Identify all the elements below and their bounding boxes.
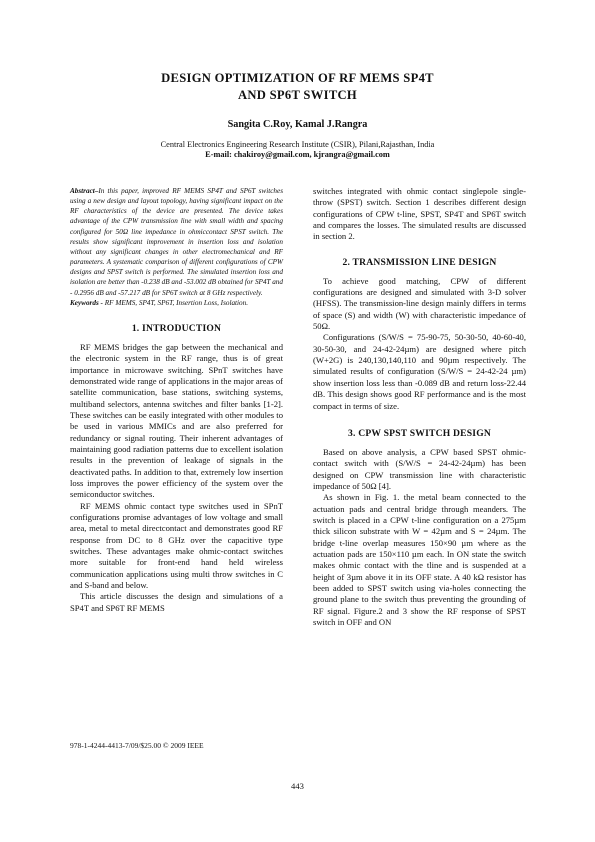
abstract <box>70 186 283 298</box>
title-line-2: AND SP6T SWITCH <box>237 88 358 102</box>
heading-introduction: 1. INTRODUCTION <box>131 322 222 334</box>
spst-paragraph-1: Based on above analysis, a CPW based SPST ohmic-contact switch with (S/W/S = 24-42-24µm) has been designed on CPW transmission line with characteristic impedance of 50Ω [4]. <box>313 446 526 491</box>
title-line-1: DESIGN OPTIMIZATION OF RF MEMS SP4T <box>161 71 434 85</box>
heading-transmission-line: 2. TRANSMISSION LINE DESIGN <box>342 256 497 268</box>
heading-spst-switch: 3. CPW SPST SWITCH DESIGN <box>348 427 491 439</box>
page-number: 443 <box>291 781 304 791</box>
right-column <box>313 186 526 628</box>
keywords <box>70 298 283 308</box>
tl-paragraph-2: Configurations (S/W/S = 75-90-75, 50-30-50, 40-60-40, 30-50-30, and 24-42-24µm) are designed where pitch (W+2G) is 240,130,140,110 and 90µm respectively. The simulated results of configuration (S/W/S = 24-42-24 µm) show insertion loss less than -0.089 dB and return loss-22.44 dB. This design shows good RF performance and is the most compact in terms of size. <box>313 332 526 411</box>
tl-paragraph-1: To achieve good matching, CPW of different configurations are designed and simulated with 3-D solver (HFSS). The transmission-line design mainly differs in terms of space (S) and width (W) with characteristic impedance of 50Ω. <box>313 275 526 332</box>
intro-paragraph-3: This article discusses the design and simulations of a SP4T and SP6T RF MEMS <box>70 591 283 613</box>
keywords-lead: Keywords - <box>70 298 103 307</box>
spst-paragraph-2: As shown in Fig. 1. the metal beam connected to the actuation pads and central bridge through meanders. The switch is placed in a CPW t-line configuration on a 275µm thick silicon substrate with W = 42µm and S = 24µm. The bridge t-line overlap measures 150×90 µm where as the actuation pads are 150×110 µm each. In ON state the switch makes ohmic contact with the tline and is suspended at a height of 3µm above it in its OFF state. A 40 kΩ resistor has been added to SPST switch using via-holes connecting the ground plane to the switch thus preventing the grounding of RF signal. Figure.2 and 3 show the RF response of SPST switch in OFF and ON <box>313 492 526 627</box>
paper-title <box>60 70 535 104</box>
abstract-text: In this paper, improved RF MEMS SP4T and SP6T switches using a new design and layout topology, having significant impact on the RF characteristics of the device are presented. The device takes advantage of the CPW transmission line with small width and spacing configured for 50Ω line impedance in ohmiccontact SPST switch. The results show significant improvement in insertion loss and isolation without any significant changes in other electromechanical and RF parameters. A systematic comparison of different configurations of CPW designs and SPST switch is performed. The simulated insertion loss and isolation are better than -0.238 dB and -53.002 dB obtained for SP4T and - 0.2956 dB and -57.217 dB for SP6T switch at 8 GHz respectively. <box>70 187 283 297</box>
intro-paragraph-1: RF MEMS bridges the gap between the mechanical and the electronic system in the RF range, thus is of great importance in microwave switching. SPnT switches have demonstrated wide range of applications in the major areas of satellite communication, base stations, switching systems, multiband selectors, antenna switches and filter banks [1-2]. These switches can be easily integrated with other modules to be used in various MMICs and are also preferred for redundancy or signal routing. Their inherent advantages of maintaining good radiation patterns due to excellent isolation results in the prevention of leakage of signals in the deactivated paths. In addition to that, extremely low insertion loss improves the power efficiency of the system over the semiconductor switches. <box>70 341 283 500</box>
affiliation: Central Electronics Engineering Research Institute (CSIR), Pilani,Rajasthan, India <box>160 140 435 149</box>
intro-paragraph-2: RF MEMS ohmic contact type switches used in SPnT configurations promise advantages of low voltage and small area, metal to metal directcontact and demonstrates good RF response from DC to 8 GHz over the capacitive type switches. These advantages make ohmic-contact switches more suitable for front-end hand held wireless communication applications using multi throw switches in C and S-band and below. <box>70 500 283 591</box>
left-column <box>70 186 283 614</box>
abstract-lead: Abstract– <box>70 187 99 195</box>
email: E-mail: chakiroy@gmail.com, kjrangra@gmail.com <box>205 150 390 159</box>
right-paragraph-0: switches integrated with ohmic contact singlepole single-throw (SPST) switch. Section 1 describes different design configurations of CPW t-line, SPST, SP4T and SP6T switch and compares the losses. The simulated results are discussed in section 2. <box>313 186 526 242</box>
authors: Sangita C.Roy, Kamal J.Rangra <box>227 119 368 130</box>
copyright-notice: 978-1-4244-4413-7/09/$25.00 © 2009 IEEE <box>70 741 204 750</box>
keywords-text: RF MEMS, SP4T, SP6T, Insertion Loss, Isolation. <box>102 298 249 307</box>
